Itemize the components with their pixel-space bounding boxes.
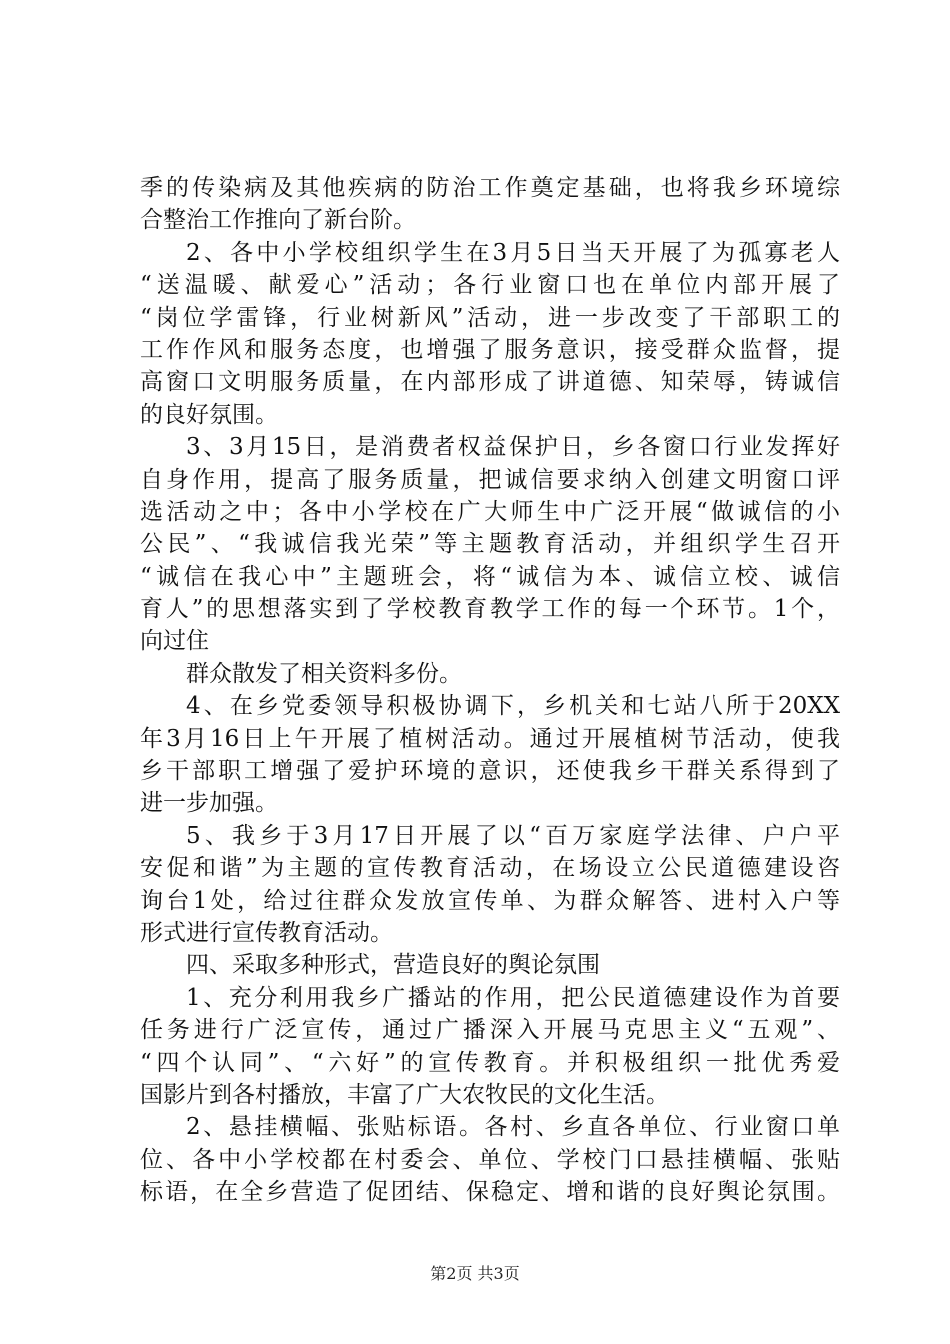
text-line: 位、各中小学校都在村委会、单位、学校门口悬挂横幅、张贴 bbox=[140, 1146, 840, 1173]
text-line: 进一步加强。 bbox=[140, 790, 278, 817]
text-line: 自身作用，提高了服务质量，把诚信要求纳入创建文明窗口评 bbox=[140, 466, 840, 493]
paragraph-start-line: 群众散发了相关资料多份。 bbox=[186, 660, 462, 687]
text-line: 标语，在全乡营造了促团结、保稳定、增和谐的良好舆论氛围。 bbox=[140, 1179, 840, 1206]
text-line: 询台1处，给过往群众发放宣传单、为群众解答、进村入户等 bbox=[140, 887, 840, 914]
text-line: 乡干部职工增强了爱护环境的意识，还使我乡干群关系得到了 bbox=[140, 758, 840, 785]
paragraph-start-line: 2、悬挂横幅、张贴标语。各村、乡直各单位、行业窗口单 bbox=[186, 1114, 840, 1141]
paragraph-start-line: 1、充分利用我乡广播站的作用，把公民道德建设作为首要 bbox=[186, 984, 840, 1011]
body-text bbox=[140, 172, 840, 1209]
paragraph-start-line: 2、各中小学校组织学生在3月5日当天开展了为孤寡老人 bbox=[186, 239, 840, 266]
text-line: 国影片到各村播放，丰富了广大农牧民的文化生活。 bbox=[140, 1081, 669, 1108]
text-line: 季的传染病及其他疾病的防治工作奠定基础，也将我乡环境综 bbox=[140, 175, 840, 201]
text-line: 安促和谐”为主题的宣传教育活动，在场设立公民道德建设咨 bbox=[140, 855, 840, 882]
text-line: 任务进行广泛宣传，通过广播深入开展马克思主义“五观”、 bbox=[140, 1017, 840, 1044]
page-number-footer: 第2页 共3页 bbox=[430, 1264, 520, 1283]
text-line: 向过住 bbox=[140, 628, 209, 655]
text-line: 合整治工作推向了新台阶。 bbox=[140, 207, 416, 234]
text-line: “送温暖、献爱心”活动；各行业窗口也在单位内部开展了 bbox=[140, 272, 840, 299]
text-line: 年3月16日上午开展了植树活动。通过开展植树节活动，使我 bbox=[140, 725, 840, 752]
text-line: 的良好氛围。 bbox=[140, 401, 278, 428]
paragraph-start-line: 5、我乡于3月17日开展了以“百万家庭学法律、户户平 bbox=[186, 822, 840, 849]
text-line: 育人”的思想落实到了学校教育教学工作的每一个环节。1个， bbox=[140, 596, 840, 623]
paragraph-start-line: 3、3月15日，是消费者权益保护日，乡各窗口行业发挥好 bbox=[186, 434, 840, 461]
text-line: “诚信在我心中”主题班会，将“诚信为本、诚信立校、诚信 bbox=[140, 563, 840, 590]
text-line: 工作作风和服务态度，也增强了服务意识，接受群众监督，提 bbox=[140, 336, 840, 363]
text-line: 形式进行宣传教育活动。 bbox=[140, 919, 393, 946]
text-line: 高窗口文明服务质量，在内部形成了讲道德、知荣辱，铸诚信 bbox=[140, 369, 840, 396]
text-line: “四个认同”、“六好”的宣传教育。并积极组织一批优秀爱 bbox=[140, 1049, 840, 1076]
text-line: “岗位学雷锋，行业树新风”活动，进一步改变了干部职工的 bbox=[140, 304, 840, 331]
text-line: 公民”、“我诚信我光荣”等主题教育活动，并组织学生召开 bbox=[140, 531, 840, 558]
text-line: 选活动之中；各中小学校在广大师生中广泛开展“做诚信的小 bbox=[140, 498, 840, 525]
paragraph-start-line: 4、在乡党委领导积极协调下，乡机关和七站八所于20XX bbox=[186, 693, 840, 720]
section-heading: 四、采取多种形式，营造良好的舆论氛围 bbox=[186, 952, 600, 979]
